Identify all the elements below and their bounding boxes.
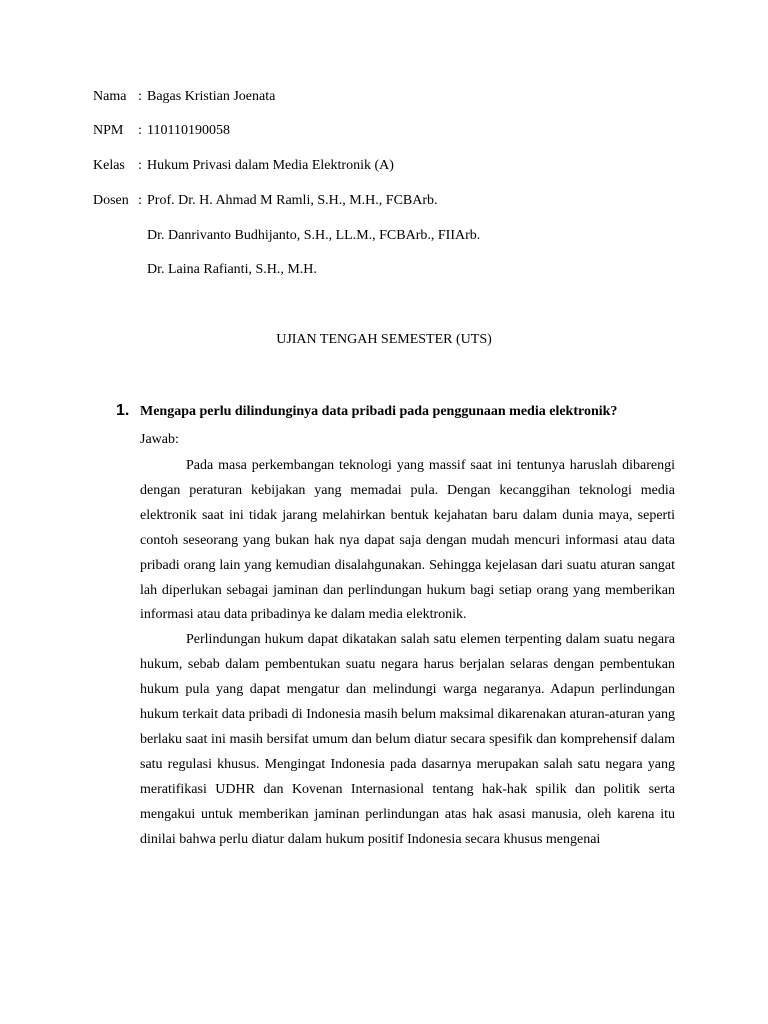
kelas-label: Kelas [93, 158, 125, 173]
nama-colon: : [138, 89, 142, 104]
nama-row [93, 87, 275, 107]
kelas-row [93, 156, 394, 176]
npm-row [93, 121, 230, 141]
nama-label: Nama [93, 89, 127, 104]
dosen-row [93, 191, 438, 211]
dosen-value-1: Prof. Dr. H. Ahmad M Ramli, S.H., M.H., FCBArb. [147, 193, 438, 208]
question-text: Mengapa perlu dilindunginya data pribadi pada penggunaan media elektronik? [140, 404, 618, 419]
answer-paragraph-1: Pada masa perkembangan teknologi yang massif saat ini tentunya haruslah dibarengi dengan peraturan kebijakan yang memadai pula. Dengan kecanggihan teknologi media elektronik saat ini tidak jarang melahirkan bentuk kejahatan baru dalam dunia maya, seperti contoh seseorang yang bukan hak nya dapat saja dengan mudah mencuri informasi atau data pribadi orang lain yang kemudian disalahgunakan. Sehingga kejelasan dari suatu aturan sangat lah diperlukan sebagai jaminan dan perlindungan hukum bagi setiap orang yang memberikan informasi atau data pribadinya ke dalam media elektronik. [140, 458, 675, 623]
answer-paragraph-2: Perlindungan hukum dapat dikatakan salah satu elemen terpenting dalam suatu negara hukum, sebab dalam pembentukan suatu negara harus berjalan selaras dengan pembentukan hukum pula yang dapat mengatur dan melindungi warga negaranya. Adapun perlindungan hukum terkait data pribadi di Indonesia masih belum maksimal dikarenakan aturan-aturan yang berlaku saat ini masih bersifat umum dan belum diatur secara spesifik dan komprehensif dalam satu regulasi khusus. Mengingat Indonesia pada dasarnya merupakan salah satu negara yang meratifikasi UDHR dan Kovenan Internasional tentang hak-hak spilik dan politik serta mengakui untuk memberikan jaminan perlindungan atas hak asasi manusia, oleh karena itu dinilai bahwa perlu diatur dalam hukum positif Indonesia secara khusus mengenai [140, 632, 675, 847]
dosen-label: Dosen [93, 193, 129, 208]
dosen-colon: : [138, 193, 142, 208]
npm-label: NPM [93, 123, 124, 138]
kelas-value: Hukum Privasi dalam Media Elektronik (A) [147, 158, 394, 173]
answer-label: Jawab: [140, 432, 179, 447]
dosen-value-3: Dr. Laina Rafianti, S.H., M.H. [147, 262, 317, 277]
exam-title: UJIAN TENGAH SEMESTER (UTS) [276, 332, 492, 347]
question-number: 1. [116, 402, 130, 419]
kelas-colon: : [138, 158, 142, 173]
dosen-value-2: Dr. Danrivanto Budhijanto, S.H., LL.M., FCBArb., FIIArb. [147, 228, 481, 243]
answer-body [140, 454, 675, 853]
npm-value: 110110190058 [147, 123, 230, 138]
npm-colon: : [138, 123, 142, 138]
nama-value: Bagas Kristian Joenata [147, 89, 276, 104]
